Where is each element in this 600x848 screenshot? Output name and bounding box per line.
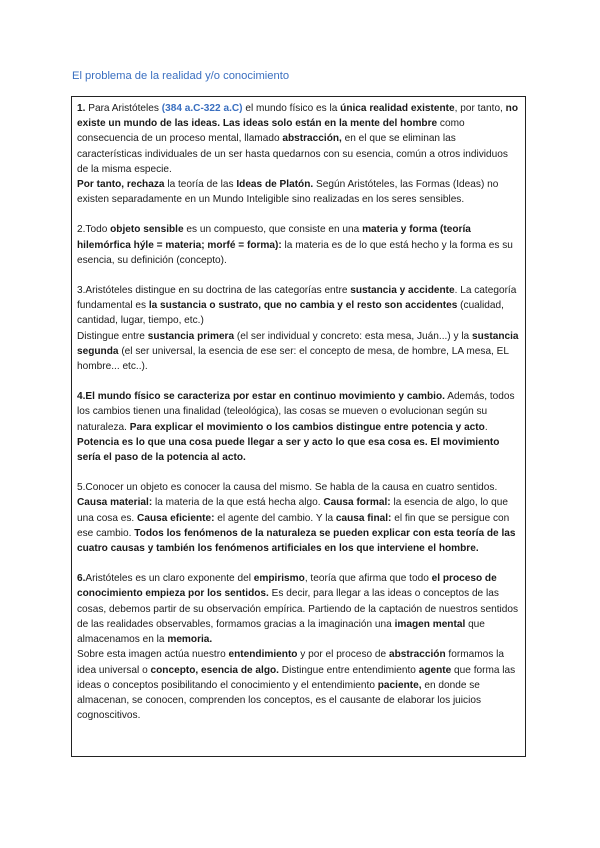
section-1-paragraph-a: 1. Para Aristóteles (384 a.C-322 a.C) el mundo físico es la única realidad existente, por tanto, no existe un mundo de las ideas. Las ideas solo están en la mente del hombre como consecuencia de un proceso mental, llamado abstracción, en el que se eliminan las características individuales de un ser hasta quedarnos con su esencia, común a otros individuos de la misma especie. <box>77 103 519 175</box>
section-3 <box>77 283 520 374</box>
section-3-paragraph-a: 3.Aristóteles distingue en su doctrina de las categorías entre sustancia y accidente. La categoría fundamental es la sustancia o sustrato, que no cambia y el resto son accidentes (cualidad, cantidad, lugar, tiempo, etc.) <box>77 285 517 327</box>
page-title: El problema de la realidad y/o conocimiento <box>72 70 290 82</box>
section-4 <box>77 389 520 465</box>
section-2 <box>77 222 520 268</box>
section-1-paragraph-b: Por tanto, rechaza la teoría de las Ideas de Platón. Según Aristóteles, las Formas (Ideas) no existen separadamente en un Mundo Inteligible sino realizadas en los seres sensibles. <box>77 179 499 206</box>
section-5-paragraph: 5.Conocer un objeto es conocer la causa del mismo. Se habla de la causa en cuatro sentidos. Causa material: la materia de la que está hecha algo. Causa formal: la esencia de algo, lo que una cosa es. Causa eficiente: el agente del cambio. Y la causa final: el fin que se persigue con ese cambio. Todos los fenómenos de la naturaleza se pueden explicar con esta teoría de las cuatro causas y también los fenómenos artificiales en los que interviene el hombre. <box>77 482 516 555</box>
section-6-paragraph-b: Sobre esta imagen actúa nuestro entendimiento y por el proceso de abstracción formamos la idea universal o concepto, esencia de algo. Distingue entre entendimiento agente que forma las ideas o conceptos posibilitando el conocimiento y el entendimiento paciente, en donde se almacenan, se conocen, comprenden los conceptos, es el causante de elaborar los juicios cognoscitivos. <box>77 649 516 722</box>
section-2-paragraph: 2.Todo objeto sensible es un compuesto, que consiste en una materia y forma (teoría hilemórfica hýle = materia; morfé = forma): la materia es de lo que está hecho y la forma es su esencia, su definición (concepto). <box>77 224 513 266</box>
section-1 <box>77 101 520 207</box>
content-box <box>71 96 526 757</box>
section-3-paragraph-b: Distingue entre sustancia primera (el ser individual y concreto: esta mesa, Juán...) y la sustancia segunda (el ser universal, la esencia de ese ser: el concepto de mesa, de hombre, LA mesa, EL hombre... etc..). <box>77 330 519 373</box>
section-4-paragraph: 4.El mundo físico se caracteriza por estar en continuo movimiento y cambio. Además, todos los cambios tienen una finalidad (teleológica), las cosas se mueven o evolucionan según su naturaleza. Para explicar el movimiento o los cambios distingue entre potencia y acto. Potencia es lo que una cosa puede llegar a ser y acto lo que esa cosa es. El movimiento sería el paso de la potencia al acto. <box>77 391 515 464</box>
section-5 <box>77 480 520 556</box>
section-6 <box>77 571 520 723</box>
section-6-paragraph-a: 6.Aristóteles es un claro exponente del empirismo, teoría que afirma que todo el proceso de conocimiento empieza por los sentidos. Es decir, para llegar a las ideas o conceptos de las cosas, debemos partir de su observación empírica. Partiendo de la captación de nuestros sentidos de las realidades observables, formamos gracias a la imaginación una imagen mental que almacenamos en la memoria. <box>77 573 519 646</box>
